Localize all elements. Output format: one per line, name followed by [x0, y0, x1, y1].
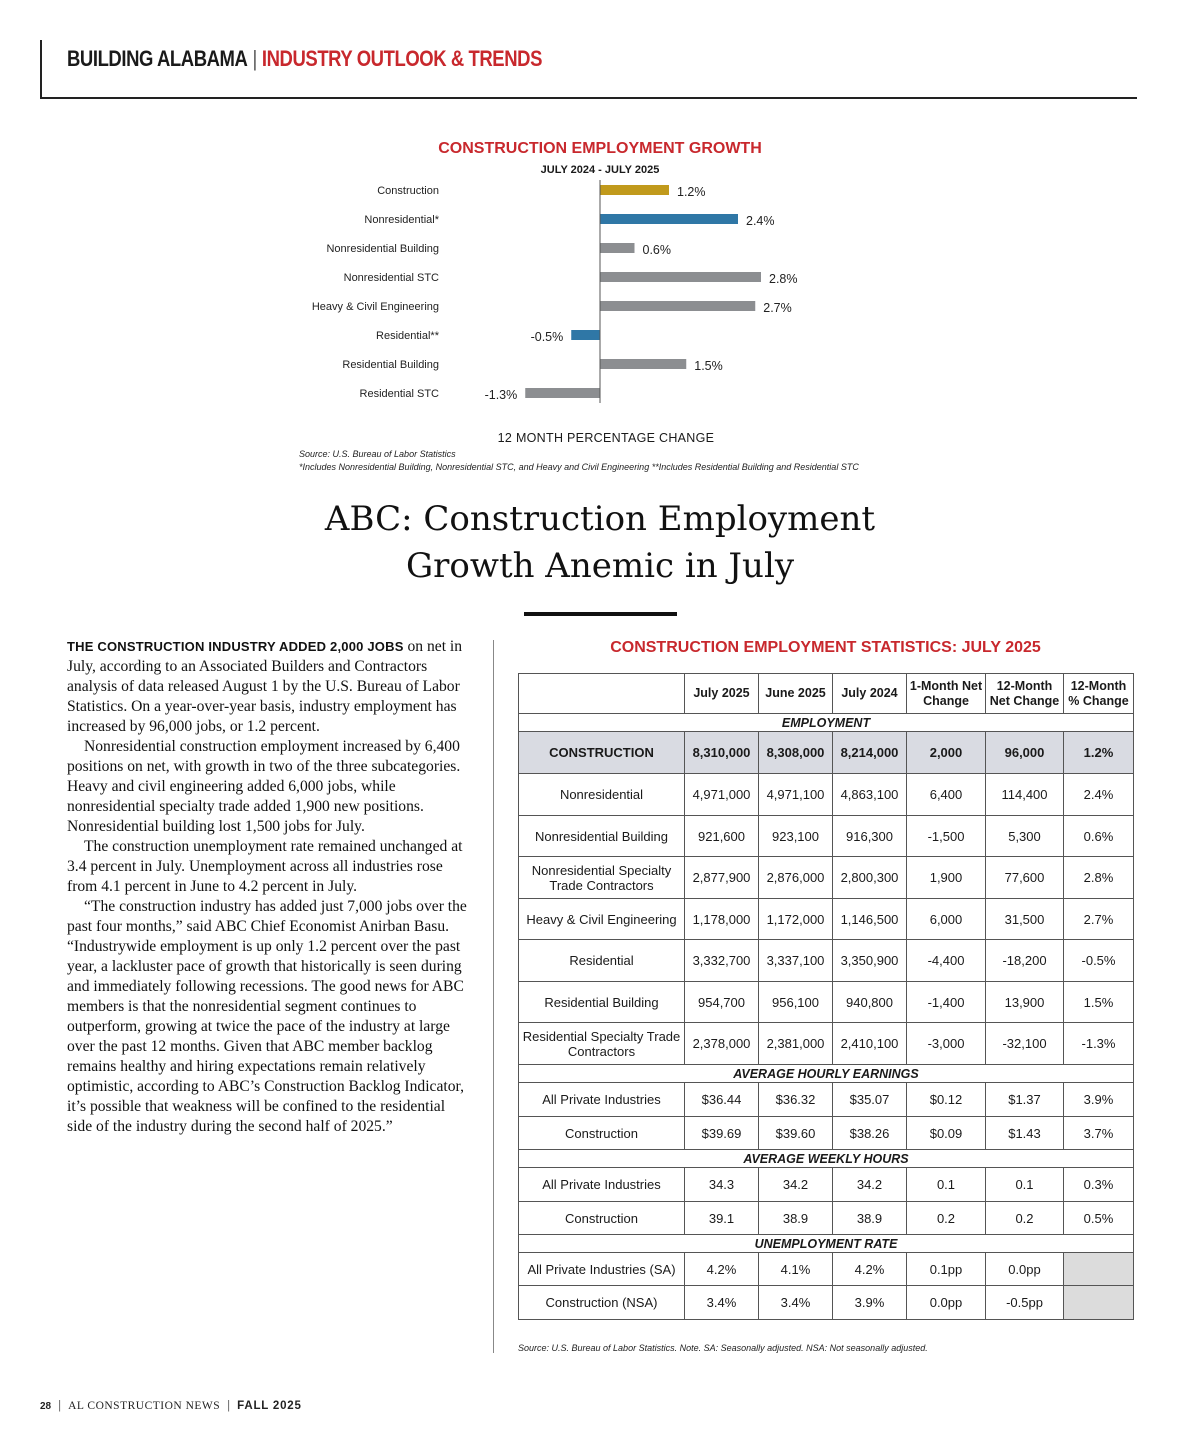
- table-section-row: [519, 1150, 1134, 1168]
- table-cell: 3.9%: [833, 1286, 907, 1320]
- table-cell: $38.26: [833, 1117, 907, 1150]
- row-label: Nonresidential: [519, 774, 685, 816]
- table-cell: 0.5%: [1064, 1202, 1134, 1235]
- table-cell: 2,876,000: [759, 857, 833, 899]
- table-cell: 114,400: [986, 774, 1064, 816]
- table-cell: 8,214,000: [833, 732, 907, 774]
- magazine-name: AL CONSTRUCTION NEWS: [68, 1400, 221, 1412]
- headline-line-1: ABC: Construction Employment: [324, 499, 876, 539]
- page-number: 28: [40, 1401, 52, 1412]
- table-cell: 39.1: [685, 1202, 759, 1235]
- table-cell: 0.0pp: [986, 1253, 1064, 1286]
- header-divider-vertical: [40, 40, 42, 98]
- table-cell: 3,350,900: [833, 940, 907, 982]
- data-label: 1.2%: [677, 185, 706, 199]
- table-header-row: [519, 674, 1134, 714]
- table-row: [519, 816, 1134, 857]
- table-cell: -1.3%: [1064, 1023, 1134, 1065]
- category-label: Heavy & Civil Engineering: [311, 301, 439, 313]
- table-cell: 1,146,500: [833, 899, 907, 940]
- table-cell: 3.7%: [1064, 1117, 1134, 1150]
- column-header: 12-Month % Change: [1064, 674, 1134, 714]
- table-cell: 77,600: [986, 857, 1064, 899]
- section-label: AVERAGE WEEKLY HOURS: [519, 1150, 1134, 1168]
- column-header: 12-Month Net Change: [986, 674, 1064, 714]
- table-cell: 1.5%: [1064, 982, 1134, 1023]
- table-cell: 2.8%: [1064, 857, 1134, 899]
- table-cell: -4,400: [907, 940, 986, 982]
- table-cell: 3,337,100: [759, 940, 833, 982]
- table-cell: 2,877,900: [685, 857, 759, 899]
- table-cell: $35.07: [833, 1083, 907, 1117]
- table-cell: 0.3%: [1064, 1168, 1134, 1202]
- table-row: [519, 1023, 1134, 1065]
- table-cell: 956,100: [759, 982, 833, 1023]
- table-row: [519, 1253, 1134, 1286]
- chart-subtitle: JULY 2024 - JULY 2025: [540, 164, 660, 176]
- data-label: 0.6%: [642, 243, 671, 257]
- table-cell: 96,000: [986, 732, 1064, 774]
- headline-line-2: Growth Anemic in July: [405, 546, 795, 586]
- table-cell: 13,900: [986, 982, 1064, 1023]
- table-row: [519, 1083, 1134, 1117]
- table-cell: -1,400: [907, 982, 986, 1023]
- row-label: Residential Building: [519, 982, 685, 1023]
- table-cell: -32,100: [986, 1023, 1064, 1065]
- row-label: Nonresidential Specialty Trade Contractors: [519, 857, 685, 899]
- category-label: Residential STC: [359, 388, 439, 400]
- bar: [600, 185, 669, 195]
- row-label: All Private Industries: [519, 1168, 685, 1202]
- table-cell: -0.5pp: [986, 1286, 1064, 1320]
- table-cell: $36.32: [759, 1083, 833, 1117]
- table-cell: 6,400: [907, 774, 986, 816]
- table-cell: [1064, 1286, 1134, 1320]
- table-cell: 31,500: [986, 899, 1064, 940]
- table-cell: 1.2%: [1064, 732, 1134, 774]
- section-label: EMPLOYMENT: [519, 714, 1134, 732]
- lead-in: THE CONSTRUCTION INDUSTRY ADDED 2,000 JOBS: [67, 639, 404, 654]
- table-cell: 34.2: [833, 1168, 907, 1202]
- article-paragraph: THE CONSTRUCTION INDUSTRY ADDED 2,000 JOBS on net in July, according to an Associated Builders and Contractors analysis of data released August 1 by the U.S. Bureau of Labor Statistics. On a year-over-year basis, industry employment has increased by 96,000 jobs, or 1.2 percent.: [67, 638, 463, 735]
- row-label: Construction: [519, 1202, 685, 1235]
- data-label: 2.7%: [763, 301, 792, 315]
- article-body: [67, 637, 469, 1137]
- table-cell: 2.4%: [1064, 774, 1134, 816]
- chart-title: CONSTRUCTION EMPLOYMENT GROWTH: [438, 140, 762, 157]
- table-cell: 940,800: [833, 982, 907, 1023]
- table-cell: 4,863,100: [833, 774, 907, 816]
- table-row: [519, 940, 1134, 982]
- table-cell: 34.3: [685, 1168, 759, 1202]
- table-cell: 5,300: [986, 816, 1064, 857]
- row-label: Residential: [519, 940, 685, 982]
- table-cell: 1,172,000: [759, 899, 833, 940]
- table-cell: 3.4%: [759, 1286, 833, 1320]
- chart-footnote: *Includes Nonresidential Building, Nonresidential STC, and Heavy and Civil Engineering **Includes Residential Building and Residential STC: [299, 462, 859, 472]
- article-paragraph: “The construction industry has added just 7,000 jobs over the past four months,” said ABC Chief Economist Anirban Basu. “Industrywide employment is up only 1.2 percent over the past year, a lackluster pace of growth that historically is seen during and immediately following recessions. The good news for ABC members is that the nonresidential segment continues to outperform, growing at twice the pace of the industry at large over the past 12 months. Given that ABC member backlog remains healthy and hiring expectations remain relatively optimistic, according to ABC’s Construction Backlog Indicator, it’s possible that weakness will be confined to the residential side of the industry during the second half of 2025.”: [67, 898, 467, 1135]
- table-cell: 38.9: [833, 1202, 907, 1235]
- table-cell: -0.5%: [1064, 940, 1134, 982]
- row-label: Construction (NSA): [519, 1286, 685, 1320]
- category-label: Nonresidential STC: [343, 272, 439, 284]
- bar: [571, 330, 600, 340]
- category-label: Residential Building: [342, 359, 439, 371]
- table-row: [519, 1202, 1134, 1235]
- table-cell: $39.69: [685, 1117, 759, 1150]
- table-cell: 2,800,300: [833, 857, 907, 899]
- chart-x-axis-label: 12 MONTH PERCENTAGE CHANGE: [497, 431, 715, 445]
- category-label: Residential**: [376, 330, 439, 342]
- column-header: July 2025: [685, 674, 759, 714]
- table-cell: 2.7%: [1064, 899, 1134, 940]
- article-paragraph: The construction unemployment rate remained unchanged at 3.4 percent in July. Unemployment across all industries rose from 4.1 percent in June to 4.2 percent in July.: [67, 838, 463, 895]
- table-cell: $39.60: [759, 1117, 833, 1150]
- data-label: 2.4%: [746, 214, 775, 228]
- table-row: [519, 857, 1134, 899]
- table-cell: 0.1: [986, 1168, 1064, 1202]
- table-cell: 34.2: [759, 1168, 833, 1202]
- table-cell: 4,971,000: [685, 774, 759, 816]
- table-cell: 923,100: [759, 816, 833, 857]
- table-section-row: [519, 1065, 1134, 1083]
- issue-name: FALL 2025: [237, 1400, 302, 1412]
- row-label: Heavy & Civil Engineering: [519, 899, 685, 940]
- column-header: 1-Month Net Change: [907, 674, 986, 714]
- table-cell: 954,700: [685, 982, 759, 1023]
- column-header: July 2024: [833, 674, 907, 714]
- table-row: [519, 899, 1134, 940]
- bar: [600, 301, 755, 311]
- table-source: Source: U.S. Bureau of Labor Statistics. Note. SA: Seasonally adjusted. NSA: Not seasonally adjusted.: [518, 1343, 928, 1353]
- table-cell: $1.43: [986, 1117, 1064, 1150]
- table-cell: -3,000: [907, 1023, 986, 1065]
- table-cell: 921,600: [685, 816, 759, 857]
- table-cell: 0.1pp: [907, 1253, 986, 1286]
- bar: [525, 388, 600, 398]
- column-header: [519, 674, 685, 714]
- table-cell: $1.37: [986, 1083, 1064, 1117]
- table-cell: $0.12: [907, 1083, 986, 1117]
- row-label: CONSTRUCTION: [519, 732, 685, 774]
- section-header: BUILDING ALABAMA | INDUSTRY OUTLOOK & TRENDS: [67, 46, 542, 71]
- data-label: 1.5%: [694, 359, 723, 373]
- data-label: -0.5%: [530, 330, 564, 344]
- data-label: -1.3%: [484, 388, 518, 402]
- table-cell: 3.9%: [1064, 1083, 1134, 1117]
- employment-growth-chart: [290, 178, 870, 418]
- table-cell: 0.1: [907, 1168, 986, 1202]
- table-cell: 0.2: [907, 1202, 986, 1235]
- table-row: [519, 732, 1134, 774]
- chart-source: Source: U.S. Bureau of Labor Statistics: [299, 449, 456, 459]
- header-divider-horizontal: [40, 97, 1137, 99]
- table-cell: 1,178,000: [685, 899, 759, 940]
- column-header: June 2025: [759, 674, 833, 714]
- section-label: AVERAGE HOURLY EARNINGS: [519, 1065, 1134, 1083]
- table-cell: 2,378,000: [685, 1023, 759, 1065]
- table-cell: 8,308,000: [759, 732, 833, 774]
- category-label: Nonresidential Building: [326, 243, 439, 255]
- table-cell: $0.09: [907, 1117, 986, 1150]
- bar: [600, 214, 738, 224]
- table-cell: [1064, 1253, 1134, 1286]
- table-cell: 3,332,700: [685, 940, 759, 982]
- table-cell: -1,500: [907, 816, 986, 857]
- table-cell: 4.2%: [833, 1253, 907, 1286]
- table-row: [519, 1168, 1134, 1202]
- category-label: Construction: [377, 185, 439, 197]
- row-label: Construction: [519, 1117, 685, 1150]
- table-section-row: [519, 1235, 1134, 1253]
- article-paragraph: Nonresidential construction employment increased by 6,400 positions on net, with growth in two of the three subcategories. Heavy and civil engineering added 6,000 jobs, while nonresidential specialty trade added 1,900 new positions. Nonresidential building lost 1,500 jobs for July.: [67, 738, 461, 835]
- article-headline: [250, 496, 950, 590]
- headline-rule: [524, 612, 677, 616]
- table-cell: -18,200: [986, 940, 1064, 982]
- table-cell: 8,310,000: [685, 732, 759, 774]
- subsection-name: INDUSTRY OUTLOOK & TRENDS: [261, 46, 542, 71]
- table-cell: 1,900: [907, 857, 986, 899]
- section-label: UNEMPLOYMENT RATE: [519, 1235, 1134, 1253]
- table-cell: 2,000: [907, 732, 986, 774]
- bar: [600, 243, 635, 253]
- table-cell: 0.2: [986, 1202, 1064, 1235]
- table-cell: 0.6%: [1064, 816, 1134, 857]
- table-cell: 38.9: [759, 1202, 833, 1235]
- table-cell: 3.4%: [685, 1286, 759, 1320]
- table-cell: 4,971,100: [759, 774, 833, 816]
- table-row: [519, 1286, 1134, 1320]
- table-cell: 4.1%: [759, 1253, 833, 1286]
- row-label: All Private Industries (SA): [519, 1253, 685, 1286]
- bar: [600, 272, 761, 282]
- table-cell: $36.44: [685, 1083, 759, 1117]
- table-cell: 0.0pp: [907, 1286, 986, 1320]
- table-cell: 2,381,000: [759, 1023, 833, 1065]
- data-label: 2.8%: [769, 272, 798, 286]
- row-label: All Private Industries: [519, 1083, 685, 1117]
- table-cell: 6,000: [907, 899, 986, 940]
- table-cell: 2,410,100: [833, 1023, 907, 1065]
- column-divider: [493, 640, 494, 1353]
- table-row: [519, 982, 1134, 1023]
- row-label: Residential Specialty Trade Contractors: [519, 1023, 685, 1065]
- employment-statistics-table: [518, 673, 1134, 1320]
- table-cell: 4.2%: [685, 1253, 759, 1286]
- table-row: [519, 774, 1134, 816]
- table-row: [519, 1117, 1134, 1150]
- page-footer: 28 | AL CONSTRUCTION NEWS | FALL 2025: [40, 1400, 302, 1412]
- table-cell: 916,300: [833, 816, 907, 857]
- category-label: Nonresidential*: [364, 214, 439, 226]
- bar: [600, 359, 686, 369]
- section-name: BUILDING ALABAMA: [67, 46, 248, 71]
- row-label: Nonresidential Building: [519, 816, 685, 857]
- table-section-row: [519, 714, 1134, 732]
- table-title: CONSTRUCTION EMPLOYMENT STATISTICS: JULY 2025: [610, 639, 1041, 656]
